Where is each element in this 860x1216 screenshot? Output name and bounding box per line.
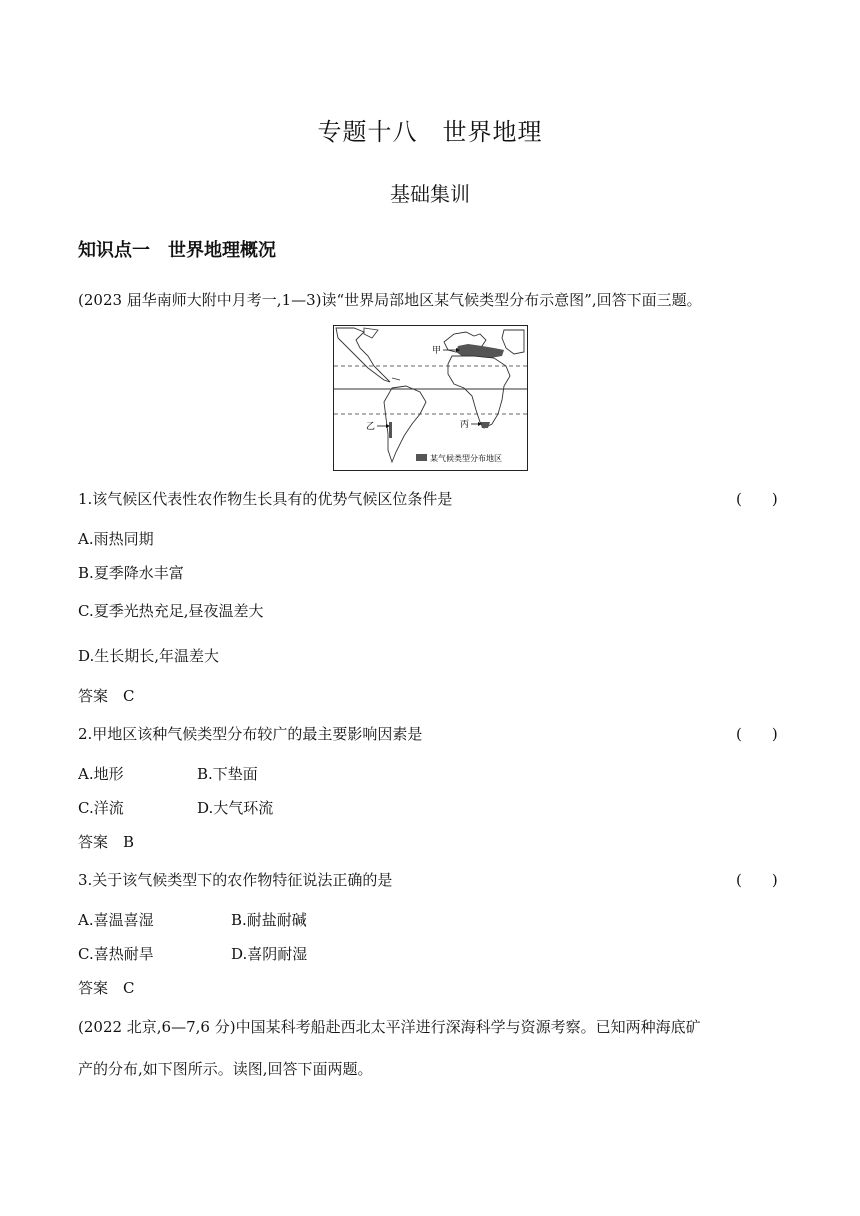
label-yi: 乙 xyxy=(366,422,376,432)
q2-option-a: A.地形 xyxy=(78,765,124,783)
asia-shape xyxy=(502,330,524,354)
q1-option-d: D.生长期长,年温差大 xyxy=(78,647,220,665)
q1-option-a: A.雨热同期 xyxy=(78,530,154,548)
q3-option-b: B.耐盐耐碱 xyxy=(231,911,307,929)
north-america-shape xyxy=(336,328,390,382)
q1-option-c: C.夏季光热充足,昼夜温差大 xyxy=(78,602,264,620)
intro-paragraph-2-line-2: 产的分布,如下图所示。读图,回答下面两题。 xyxy=(78,1060,373,1078)
question-2-paren: ( ) xyxy=(736,725,778,743)
q1-answer: 答案 C xyxy=(78,687,135,705)
q2-option-d: D.大气环流 xyxy=(197,799,274,817)
q3-answer: 答案 C xyxy=(78,979,135,997)
climate-distribution-map xyxy=(333,325,528,471)
caribbean-islands xyxy=(392,378,400,380)
q2-answer: 答案 B xyxy=(78,833,135,851)
region-bing xyxy=(480,422,490,428)
world-map-figure xyxy=(334,326,527,470)
question-2-stem: 2.甲地区该种气候类型分布较广的最主要影响因素是 xyxy=(78,725,423,743)
question-1-paren: ( ) xyxy=(736,490,778,508)
q2-option-c: C.洋流 xyxy=(78,799,124,817)
label-jia: 甲 xyxy=(432,346,442,356)
q3-option-c: C.喜热耐旱 xyxy=(78,945,154,963)
greenland-shape xyxy=(364,328,378,338)
intro-paragraph-1: (2023 届华南师大附中月考一,1—3)读“世界局部地区某气候类型分布示意图”,回答下面三题。 xyxy=(78,291,702,309)
region-yi xyxy=(389,422,392,438)
label-bing: 丙 xyxy=(460,420,470,430)
page-subtitle: 基础集训 xyxy=(390,182,470,206)
q3-option-d: D.喜阴耐湿 xyxy=(231,945,308,963)
question-1-stem: 1.该气候区代表性农作物生长具有的优势气候区位条件是 xyxy=(78,490,453,508)
q3-option-a: A.喜温喜湿 xyxy=(78,911,154,929)
legend-label: 某气候类型分布地区 xyxy=(430,454,502,463)
q1-option-b: B.夏季降水丰富 xyxy=(78,564,184,582)
question-3-stem: 3.关于该气候类型下的农作物特征说法正确的是 xyxy=(78,871,393,889)
question-3-paren: ( ) xyxy=(736,871,778,889)
africa-shape xyxy=(448,356,510,428)
section-heading: 知识点一 世界地理概况 xyxy=(78,240,276,261)
legend-swatch xyxy=(416,454,427,461)
intro-paragraph-2-line-1: (2022 北京,6—7,6 分)中国某科考船赴西北太平洋进行深海科学与资源考察。已知两种海底矿 xyxy=(78,1018,701,1036)
page-title: 专题十八 世界地理 xyxy=(317,118,543,146)
q2-option-b: B.下垫面 xyxy=(197,765,258,783)
